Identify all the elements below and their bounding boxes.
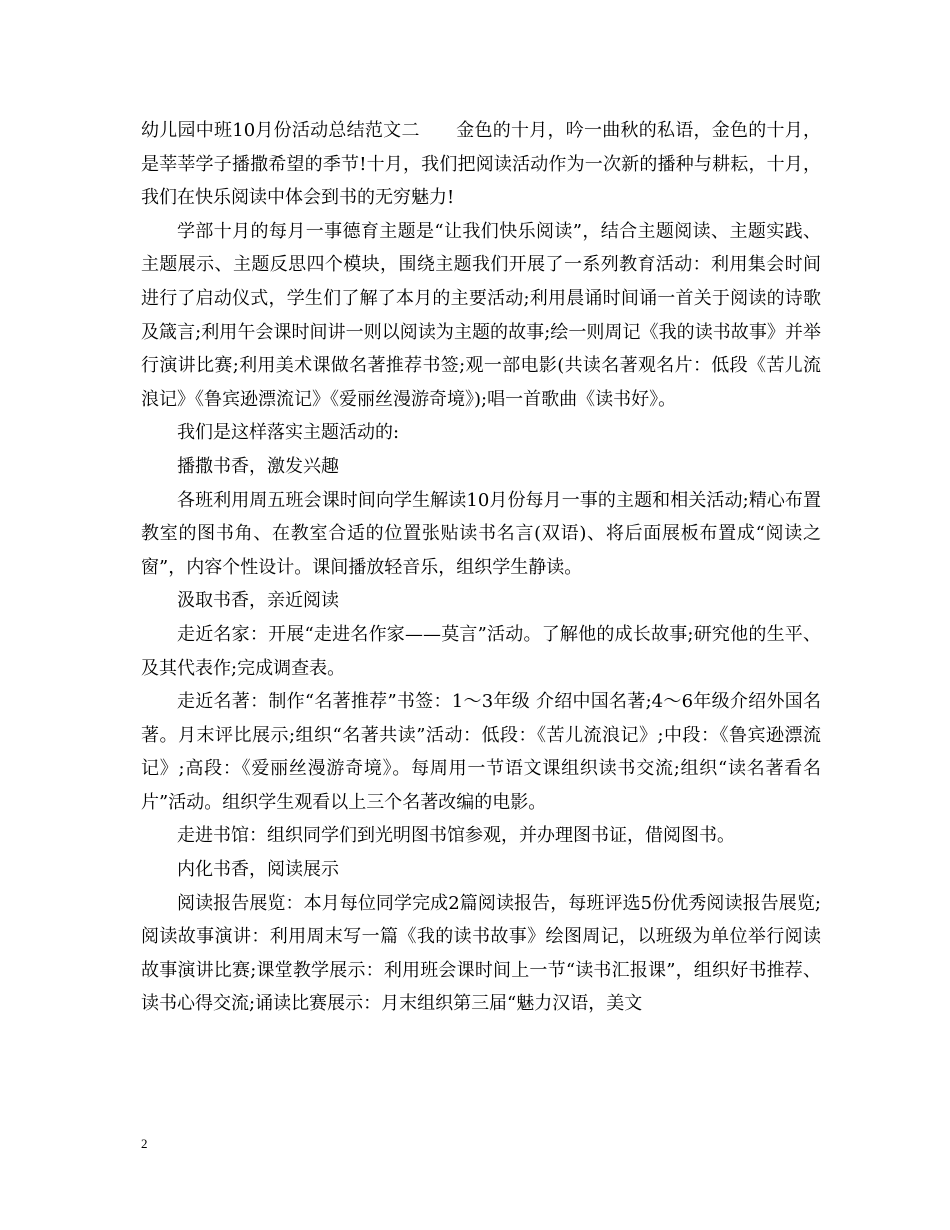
page-number: 2 [141,1136,148,1151]
section-heading-internalize-fragrance: 内化书香，阅读展示 [177,859,339,881]
section-heading-absorb-fragrance: 汲取书香，亲近阅读 [177,590,339,612]
section-heading-spread-fragrance: 播撒书香，激发兴趣 [177,455,339,477]
paragraph-reading-exhibition: 阅读报告展览：本月每位同学完成2篇阅读报告，每班评选5份优秀阅读报告展览;阅读故事演讲：利用周末写一篇《我的读书故事》绘图周记，以班级为单位举行阅读故事演讲比赛;课堂教学展示：利用班会课时间上一节“读书汇报课”，组织好书推荐、读书心得交流;诵读比赛展示：月末组织第三届“魅力汉语，美文 [141,892,821,1015]
paragraph-famous-works: 走近名著：制作“名著推荐”书签：1～3年级 介绍中国名著;4～6年级介绍外国名著。月末评比展示;组织“名著共读”活动：低段：《苦儿流浪记》;中段：《鲁宾逊漂流记》;高段：《爱丽丝漫游奇境》。每周用一节语文课组织读书交流;组织“读名著看名片”活动。组织学生观看以上三个名著改编的电影。 [141,691,821,813]
paragraph-moral-theme: 学部十月的每月一事德育主题是“让我们快乐阅读”，结合主题阅读、主题实践、主题展示、主题反思四个模块，围绕主题我们开展了一系列教育活动：利用集会时间进行了启动仪式，学生们了解了本月的主要活动;利用晨诵时间诵一首关于阅读的诗歌及箴言;利用午会课时间讲一则以阅读为主题的故事;绘一则周记《我的读书故事》并举行演讲比赛;利用美术课做名著推荐书签;观一部电影(共读名著观名片：低段《苦儿流浪记》《鲁宾逊漂流记》《爱丽丝漫游奇境》);唱一首歌曲《读书好》。 [141,220,821,410]
paragraph-class-activities: 各班利用周五班会课时间向学生解读10月份每月一事的主题和相关活动;精心布置教室的图书角、在教室合适的位置张贴读书名言(双语)、将后面展板布置成“阅读之窗”，内容个性设计。课间播放轻音乐，组织学生静读。 [141,489,821,578]
paragraph-famous-author: 走近名家：开展“走进名作家——莫言”活动。了解他的成长故事;研究他的生平、及其代表作;完成调查表。 [141,623,821,679]
paragraph-implementation-lead: 我们是这样落实主题活动的: [177,422,400,444]
paragraph-library-visit: 走进书馆：组织同学们到光明图书馆参观，并办理图书证，借阅图书。 [177,825,735,847]
paragraph-title-intro: 幼儿园中班10月份活动总结范文二 金色的十月，吟一曲秋的私语，金色的十月，是莘莘学子播撒希望的季节!十月，我们把阅读活动作为一次新的播种与耕耘，十月，我们在快乐阅读中体会到书的无穷魅力! [141,120,821,209]
document-body [141,114,821,1021]
